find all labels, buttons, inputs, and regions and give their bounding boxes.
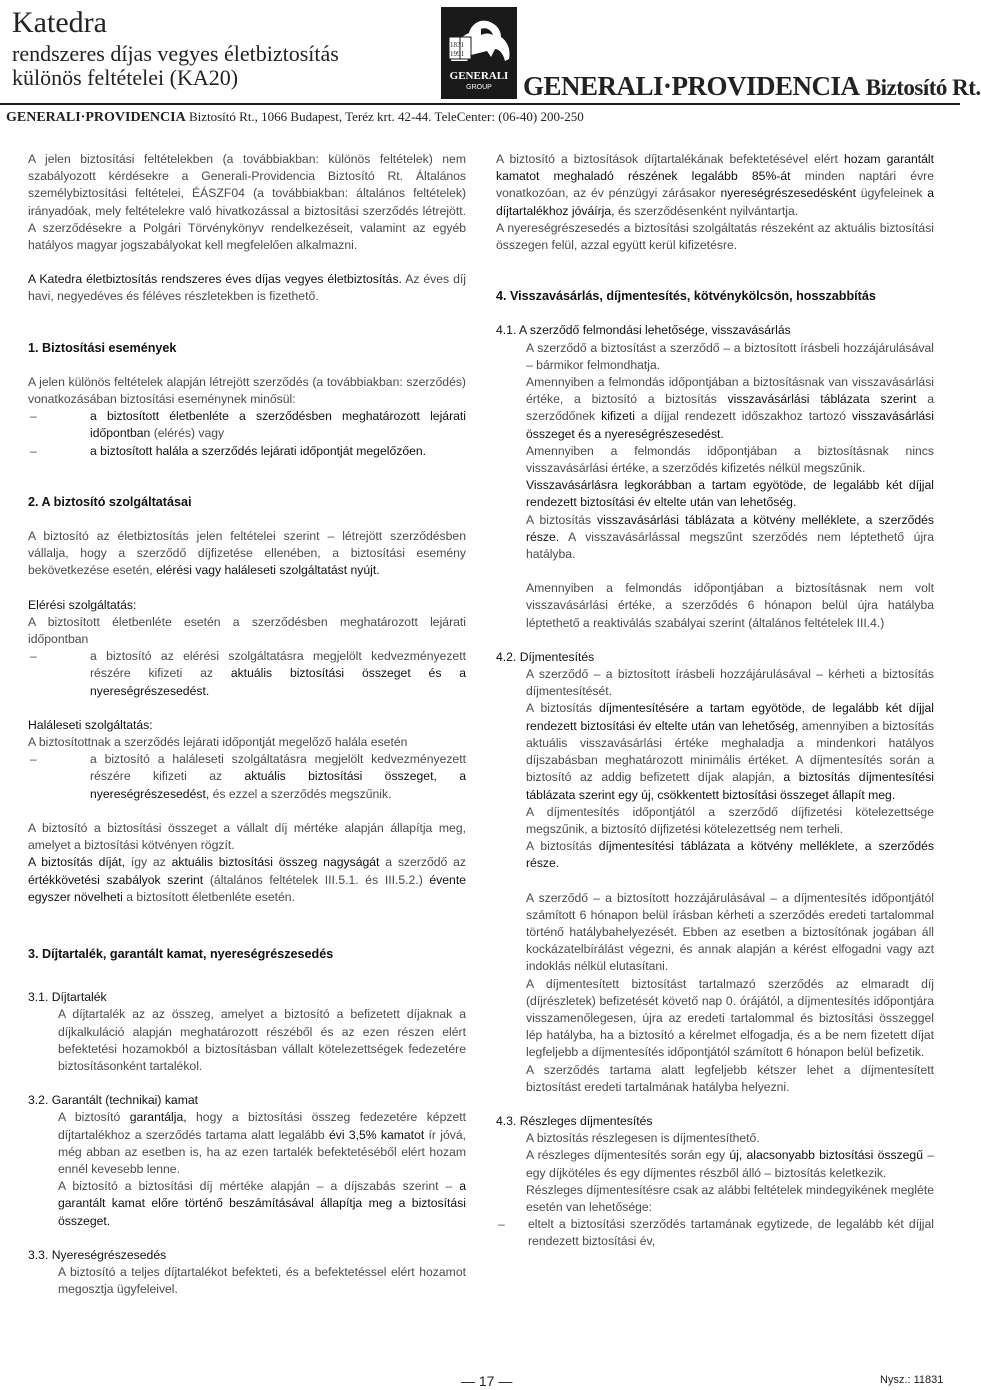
page-number: — 17 — [461, 1373, 513, 1389]
section-1-text: A jelen különös feltételek alapján létrejött szerződés (a továbbiakban: szerződés) vonatkozásában biztosítási eseménynek minősül: [28, 374, 466, 407]
list-item: – eltelt a biztosítási szerződés tartamának egytizede, de legalább két díjjal rendezett biztosítási év, [498, 1217, 934, 1249]
section-4-1-p6: Amennyiben a felmondás időpontjában a biztosításnak nem volt visszavásárlási értéke, a szerződés 6 hónapon belül újra hatályba léptethető a reaktiválás szabályai szerint (általános feltételek III.4.) [526, 581, 934, 630]
section-4-2-p7: A szerződés tartama alatt legfeljebb kétszer lehet a díjmentesített biztosítást eredeti tartalmának hatályba helyezni. [526, 1062, 934, 1094]
section-3-3-text: A biztosító a teljes díjtartalékot befekteti, és a befektetéssel elért hozamot megosztja ügyfeleivel. [58, 1264, 466, 1297]
section-3-1-heading: 3.1. Díjtartalék [28, 990, 107, 1005]
generali-lion-logo [441, 7, 517, 99]
section-3-heading: 3. Díjtartalék, garantált kamat, nyereségrészesedés [28, 946, 334, 961]
brand-name-large [523, 72, 981, 102]
section-4-3-heading: 4.3. Részleges díjmentesítés [496, 1113, 653, 1128]
company-address-line [6, 109, 584, 126]
document-subtitle-line1: rendszeres díjas vegyes életbiztosítás [12, 41, 339, 66]
section-4-1-p3: Amennyiben a felmondás időpontjában a biztosításnak nincs visszavásárlási értéke, a szerződés kifizetés nélkül megszűnik. [526, 443, 934, 476]
brand-name: GENERALI·PROVIDENCIA [523, 71, 860, 101]
section-3-2-text-2: A biztosító a biztosítási díj mértéke alapján – a díjszabás szerint – a garantált kamat előre történő beszámításával állapítja meg a biztosítási összeget. [58, 1179, 466, 1228]
section-4-3-p3: Részleges díjmentesítésre csak az alábbi feltételek mindegyikének megléte esetén van lehetősége: [526, 1182, 934, 1214]
halaleseti-heading: Haláleseti szolgáltatás: [28, 717, 153, 732]
ertekkovetes-paragraph: A biztosítás díját, így az aktuális biztosítási összeg nagyságát a szerződő az értékkövetési szabályok szerint (általános feltételek III.5.1. és III.5.2.) évente egyszer növelheti a biztosított életbenléte esetén. [28, 855, 466, 904]
section-4-2-heading: 4.2. Díjmentesítés [496, 649, 595, 664]
intro-paragraph: A jelen biztosítási feltételekben (a továbbiakban: különös feltételek) nem szabályozott kérdésekre a Generali-Providencia Biztosító Rt. Általános személybiztosítási feltételei, ÉÁSZF04 (a továbbiakban: általános feltételek) irányadóak, mely feltételekre való hivatkozással a biztosítási szerződés létrejött. A szerződésekre a Polgári Törvénykönyv rendelkezéseit, valamint az egyéb hatályos magyar jogszabályokat kell megfelelően alkalmazni. [28, 152, 466, 253]
nyereseg-kifizetes: A nyereségrészesedés a biztosítási szolgáltatás részeként az aktuális biztosítási összegen felül, azzal együtt kerül kifizetésre. [496, 220, 934, 253]
list-item: – a biztosító az elérési szolgáltatásra megjelölt kedvezményezett részére kifizeti az aktuális biztosítási összeget és a nyereségrészesedést. [30, 649, 466, 698]
document-title: Katedra [12, 6, 107, 39]
section-4-3-p2: A részleges díjmentesítés során egy új, alacsonyabb biztosítási összegű – egy díjkötéles és egy díjmentes részből álló – biztosítás keletkezik. [526, 1148, 934, 1180]
section-4-1-p1: A szerződő a biztosítást a szerződő – a biztosított írásbeli hozzájárulásával – bármikor felmondhatja. [526, 340, 934, 372]
brand-suffix: Biztosító Rt. [865, 75, 981, 100]
address-text: Biztosító Rt., 1066 Budapest, Teréz krt. 42-44. TeleCenter: (06-40) 200-250 [185, 109, 584, 124]
section-3-1-text: A díjtartalék az az összeg, amelyet a biztosító a befizetett díjaknak a díjkalkuláció alapján meghatározott részéből és az ezen részen elért befektetési hozamokból a biztosításban vállalt kötelezettségek fedezetére biztosításonként tartalékol. [58, 1007, 466, 1073]
document-code: Nysz.: 11831 [880, 1374, 944, 1386]
section-4-1-p5: A biztosítás visszavásárlási táblázata a kötvény melléklete, a szerződés része. A visszavásárlással megszűnt szerződés nem léptethető újra hatályba. [526, 512, 934, 562]
nyereseg-paragraph: A biztosító a biztosítások díjtartalékának befektetésével elért hozam garantált kamatot meghaladó részének legalább 85%-át minden naptári évre vonatkozóan, az év pénzügyi zárásakor nyereségrészesedésként ügyfeleinek a díjtartalékhoz jóváírja, és szerződésenként nyilvántartja. [496, 152, 935, 218]
section-4-1-p4: Visszavásárlásra legkorábban a tartam egyötöde, de legalább két díjjal rendezett biztosítási év eltelte után van lehetőség. [526, 478, 934, 510]
section-3-2-text: A biztosító garantálja, hogy a biztosítási összeg fedezetére képzett díjtartalékhoz a szerződés tartama alatt legalább évi 3,5% kamatot ír jóvá, még abban az esetben is, ha az ezen tartalék befektetéséből elért hozam ennél kevesebb lenne. [58, 1110, 466, 1176]
left-column [28, 151, 466, 1298]
logo-year-1: 1831 [450, 41, 464, 49]
section-4-2-p3: A díjmentesítés időpontjától a szerződő díjfizetési kötelezettsége megszűnik, a biztosító díjfizetési kötelezettség nem terheli. [526, 804, 934, 836]
header-divider [0, 103, 960, 105]
halaleseti-text: A biztosítottnak a szerződés lejárati időpontját megelőző halála esetén [28, 735, 408, 750]
logo-generali-text: GENERALI [449, 70, 509, 82]
address-brand: GENERALI·PROVIDENCIA [6, 110, 186, 125]
osszeg-paragraph: A biztosító a biztosítási összeget a vállalt díj mértéke alapján állapítja meg, amelyet a biztosítási kötvényen rögzít. [28, 820, 466, 853]
eleresi-heading: Elérési szolgáltatás: [28, 597, 137, 612]
section-3-2-heading: 3.2. Garantált (technikai) kamat [28, 1093, 199, 1108]
section-4-2-p4: A biztosítás díjmentesítési táblázata a kötvény melléklete, a szerződés része. [526, 839, 934, 871]
right-column [496, 151, 934, 1251]
product-description: A Katedra életbiztosítás rendszeres éves díjas vegyes életbiztosítás. Az éves díj havi, negyedéves és féléves részletekben is fizethető. [28, 272, 466, 304]
section-4-2-p6: A díjmentesített biztosítást tartalmazó szerződés az elmaradt díj (díjrészletek) befizetését követő nap 0. órájától, a díjmentesítés időpontjára visszamenőlegesen, újra az eredeti tartalommal és biztosítási összeggel lép hatályba, ha a biztosító a kérelmet elfogadja, és a be nem fizetett díjat legfeljebb a díjmentesítés időpontjától számított 6 hónapon belül befizetik. [526, 976, 934, 1060]
section-2-heading: 2. A biztosító szolgáltatásai [28, 494, 192, 509]
eleresi-text: A biztosított életbenléte esetén a szerződésben meghatározott lejárati időpontban [28, 614, 466, 647]
list-item: – a biztosított életbenléte a szerződésben meghatározott lejárati időpontban (elérés) vagy [30, 409, 466, 441]
section-4-1-heading: 4.1. A szerződő felmondási lehetősége, visszavásárlás [496, 323, 791, 338]
section-3-3-heading: 3.3. Nyereségrészesedés [28, 1247, 167, 1262]
section-4-1-p2: Amennyiben a felmondás időpontjában a biztosításnak van visszavásárlási értéke, a biztosító a biztosítás visszavásárlási táblázata szerint a szerződőnek kifizeti a díjjal rendezett időszakhoz tartozó visszavásárlási összeget és a nyereségrészesedést. [526, 375, 934, 441]
logo-year-2: 1991 [450, 50, 464, 58]
document-subtitle-line2: különös feltételei (KA20) [12, 65, 239, 90]
section-4-2-p2: A biztosítás díjmentesítésére a tartam egyötöde, de legalább két díjjal rendezett biztosítási év eltelte után van lehetőség, amennyiben a biztosítás aktuális visszavásárlási értéke meghaladja a mindenkori hatályos díjszabásban meghatározott minimális értéket. A díjmentesítés során a biztosító az addig befizetett díjak alapján, a biztosítás díjmentesítési táblázata szerint egy új, csökkentett biztosítási összeget állapít meg. [526, 701, 935, 802]
list-item: – a biztosított halála a szerződés lejárati időpontját megelőzően. [30, 443, 427, 458]
section-1-heading: 1. Biztosítási események [28, 340, 177, 355]
section-4-2-p5: A szerződő – a biztosított hozzájárulásával – a díjmentesítés időpontjától számított 6 hónapon belül írásban kérheti a szerződés eredeti tartalommal történő hatálybahelyezését. Ebben az esetben a biztosítónak jogában áll kockázatelbírálást végezni, és annak alapján a kérést elfogadni vagy azt indoklás nélkül elutasítani. [526, 890, 934, 974]
section-4-2-p1: A szerződő – a biztosított írásbeli hozzájárulásával – kérheti a biztosítás díjmentesítését. [526, 667, 934, 699]
section-4-3-p1: A biztosítás részlegesen is díjmentesíthető. [526, 1131, 760, 1146]
lion-logo-icon [441, 7, 517, 99]
list-item: – a biztosító a haláleseti szolgáltatásra megjelölt kedvezményezett részére kifizeti az aktuális biztosítási összeget, a nyereségrészesedést, és ezzel a szerződés megszűnik. [30, 752, 466, 801]
section-4-heading: 4. Visszavásárlás, díjmentesítés, kötvénykölcsön, hosszabbítás [496, 289, 876, 304]
logo-group-text: GROUP [466, 84, 492, 91]
section-2-text: A biztosító az életbiztosítás jelen feltételei szerint – létrejött szerződésben vállalja, hogy a szerződő díjfizetése ellenében, a biztosítási esemény bekövetkezése esetén, elérési vagy haláleseti szolgáltatást nyújt. [28, 529, 466, 578]
